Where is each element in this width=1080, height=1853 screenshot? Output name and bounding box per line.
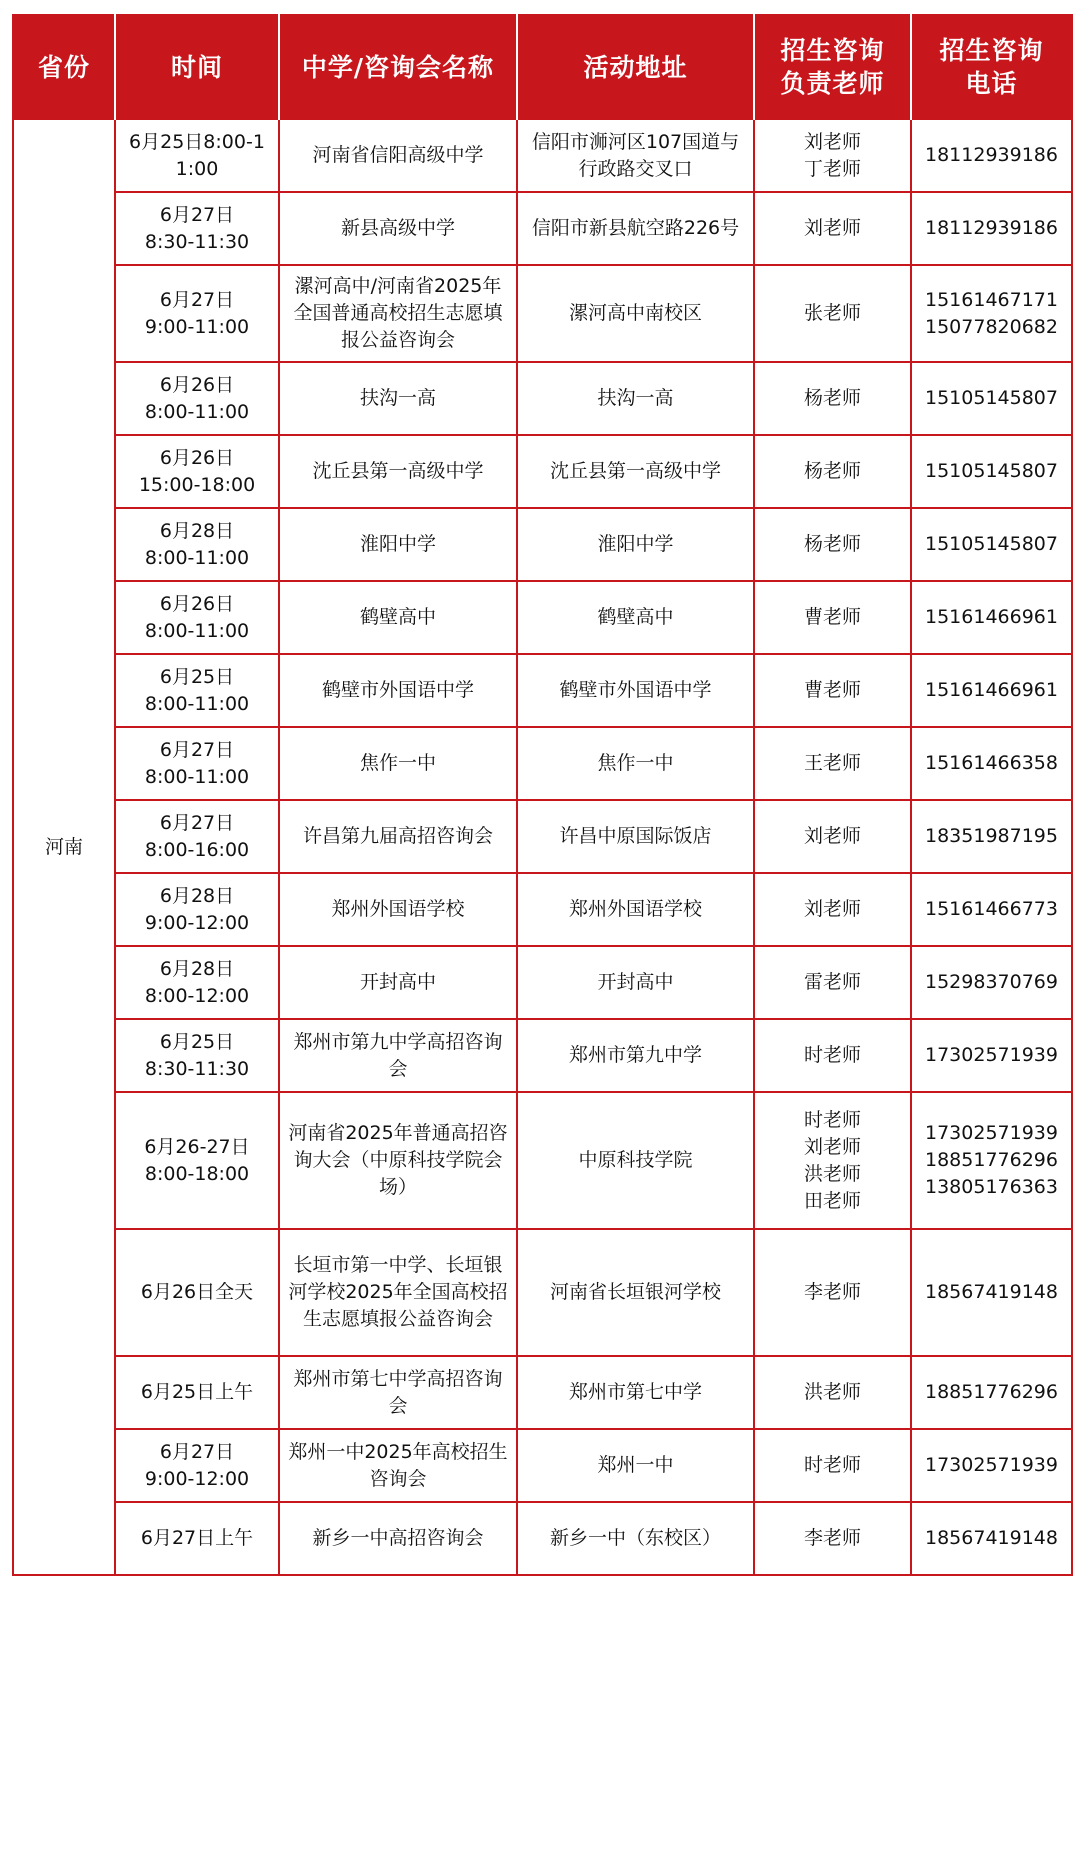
time-cell: 6月26-27日 8:00-18:00 (115, 1092, 279, 1229)
address-cell: 河南省长垣银河学校 (517, 1229, 754, 1356)
school-name-cell: 漯河高中/河南省2025年全国普通高校招生志愿填报公益咨询会 (279, 265, 517, 362)
table-row (13, 435, 1072, 508)
phone-cell: 15161466773 (911, 873, 1072, 946)
teacher-cell: 刘老师 (754, 873, 911, 946)
header-teacher: 招生咨询 负责老师 (754, 15, 911, 119)
teacher-cell: 杨老师 (754, 362, 911, 435)
time-cell: 6月26日 8:00-11:00 (115, 362, 279, 435)
table-row (13, 265, 1072, 362)
teacher-cell: 刘老师 丁老师 (754, 119, 911, 192)
teacher-cell: 时老师 (754, 1019, 911, 1092)
table-row (13, 946, 1072, 1019)
time-cell: 6月25日8:00-11:00 (115, 119, 279, 192)
school-name-cell: 开封高中 (279, 946, 517, 1019)
address-cell: 信阳市浉河区107国道与行政路交叉口 (517, 119, 754, 192)
time-cell: 6月27日 9:00-11:00 (115, 265, 279, 362)
phone-cell: 18567419148 (911, 1502, 1072, 1575)
phone-cell: 18567419148 (911, 1229, 1072, 1356)
time-cell: 6月27日 8:30-11:30 (115, 192, 279, 265)
school-name-cell: 长垣市第一中学、长垣银河学校2025年全国高校招生志愿填报公益咨询会 (279, 1229, 517, 1356)
province-cell: 河南 (13, 119, 115, 1575)
header-province: 省份 (13, 15, 115, 119)
table-row (13, 1429, 1072, 1502)
table-row (13, 1229, 1072, 1356)
address-cell: 沈丘县第一高级中学 (517, 435, 754, 508)
teacher-cell: 曹老师 (754, 581, 911, 654)
school-name-cell: 河南省信阳高级中学 (279, 119, 517, 192)
phone-cell: 18851776296 (911, 1356, 1072, 1429)
address-cell: 鹤壁高中 (517, 581, 754, 654)
time-cell: 6月25日 8:30-11:30 (115, 1019, 279, 1092)
table-row (13, 1092, 1072, 1229)
school-name-cell: 河南省2025年普通高招咨询大会（中原科技学院会场） (279, 1092, 517, 1229)
address-cell: 信阳市新县航空路226号 (517, 192, 754, 265)
time-cell: 6月26日 15:00-18:00 (115, 435, 279, 508)
teacher-cell: 李老师 (754, 1229, 911, 1356)
school-name-cell: 沈丘县第一高级中学 (279, 435, 517, 508)
teacher-cell: 杨老师 (754, 508, 911, 581)
address-cell: 新乡一中（东校区） (517, 1502, 754, 1575)
school-name-cell: 郑州市第七中学高招咨询会 (279, 1356, 517, 1429)
time-cell: 6月27日 9:00-12:00 (115, 1429, 279, 1502)
consultation-schedule-table (12, 14, 1073, 1576)
address-cell: 淮阳中学 (517, 508, 754, 581)
header-phone: 招生咨询 电话 (911, 15, 1072, 119)
table-body (13, 119, 1072, 1575)
phone-cell: 18351987195 (911, 800, 1072, 873)
table-row (13, 800, 1072, 873)
time-cell: 6月27日上午 (115, 1502, 279, 1575)
address-cell: 扶沟一高 (517, 362, 754, 435)
header-address: 活动地址 (517, 15, 754, 119)
phone-cell: 15105145807 (911, 435, 1072, 508)
table-row (13, 581, 1072, 654)
school-name-cell: 新乡一中高招咨询会 (279, 1502, 517, 1575)
phone-cell: 15161466961 (911, 581, 1072, 654)
table-row (13, 508, 1072, 581)
table-row (13, 119, 1072, 192)
teacher-cell: 张老师 (754, 265, 911, 362)
teacher-cell: 李老师 (754, 1502, 911, 1575)
phone-cell: 18112939186 (911, 192, 1072, 265)
phone-cell: 17302571939 (911, 1019, 1072, 1092)
time-cell: 6月26日全天 (115, 1229, 279, 1356)
table-row (13, 873, 1072, 946)
phone-cell: 15298370769 (911, 946, 1072, 1019)
time-cell: 6月28日 8:00-11:00 (115, 508, 279, 581)
address-cell: 鹤壁市外国语中学 (517, 654, 754, 727)
school-name-cell: 鹤壁市外国语中学 (279, 654, 517, 727)
table-row (13, 1502, 1072, 1575)
phone-cell: 15105145807 (911, 508, 1072, 581)
time-cell: 6月27日 8:00-11:00 (115, 727, 279, 800)
table-row (13, 654, 1072, 727)
table-row (13, 192, 1072, 265)
school-name-cell: 郑州一中2025年高校招生咨询会 (279, 1429, 517, 1502)
header-time: 时间 (115, 15, 279, 119)
phone-cell: 18112939186 (911, 119, 1072, 192)
table-row (13, 1019, 1072, 1092)
school-name-cell: 郑州市第九中学高招咨询会 (279, 1019, 517, 1092)
phone-cell: 17302571939 18851776296 13805176363 (911, 1092, 1072, 1229)
phone-cell: 17302571939 (911, 1429, 1072, 1502)
address-cell: 许昌中原国际饭店 (517, 800, 754, 873)
teacher-cell: 曹老师 (754, 654, 911, 727)
table-row (13, 362, 1072, 435)
teacher-cell: 雷老师 (754, 946, 911, 1019)
time-cell: 6月27日 8:00-16:00 (115, 800, 279, 873)
phone-cell: 15161466358 (911, 727, 1072, 800)
teacher-cell: 刘老师 (754, 192, 911, 265)
address-cell: 焦作一中 (517, 727, 754, 800)
table-header (13, 15, 1072, 119)
table-row (13, 727, 1072, 800)
school-name-cell: 淮阳中学 (279, 508, 517, 581)
table-row (13, 1356, 1072, 1429)
school-name-cell: 新县高级中学 (279, 192, 517, 265)
school-name-cell: 郑州外国语学校 (279, 873, 517, 946)
school-name-cell: 许昌第九届高招咨询会 (279, 800, 517, 873)
time-cell: 6月26日 8:00-11:00 (115, 581, 279, 654)
time-cell: 6月28日 9:00-12:00 (115, 873, 279, 946)
teacher-cell: 刘老师 (754, 800, 911, 873)
phone-cell: 15161467171 15077820682 (911, 265, 1072, 362)
address-cell: 郑州市第七中学 (517, 1356, 754, 1429)
time-cell: 6月28日 8:00-12:00 (115, 946, 279, 1019)
teacher-cell: 时老师 刘老师 洪老师 田老师 (754, 1092, 911, 1229)
address-cell: 郑州一中 (517, 1429, 754, 1502)
address-cell: 郑州外国语学校 (517, 873, 754, 946)
school-name-cell: 焦作一中 (279, 727, 517, 800)
address-cell: 中原科技学院 (517, 1092, 754, 1229)
teacher-cell: 王老师 (754, 727, 911, 800)
time-cell: 6月25日 8:00-11:00 (115, 654, 279, 727)
teacher-cell: 时老师 (754, 1429, 911, 1502)
header-school: 中学/咨询会名称 (279, 15, 517, 119)
teacher-cell: 洪老师 (754, 1356, 911, 1429)
phone-cell: 15105145807 (911, 362, 1072, 435)
address-cell: 郑州市第九中学 (517, 1019, 754, 1092)
school-name-cell: 鹤壁高中 (279, 581, 517, 654)
address-cell: 漯河高中南校区 (517, 265, 754, 362)
school-name-cell: 扶沟一高 (279, 362, 517, 435)
phone-cell: 15161466961 (911, 654, 1072, 727)
time-cell: 6月25日上午 (115, 1356, 279, 1429)
address-cell: 开封高中 (517, 946, 754, 1019)
teacher-cell: 杨老师 (754, 435, 911, 508)
